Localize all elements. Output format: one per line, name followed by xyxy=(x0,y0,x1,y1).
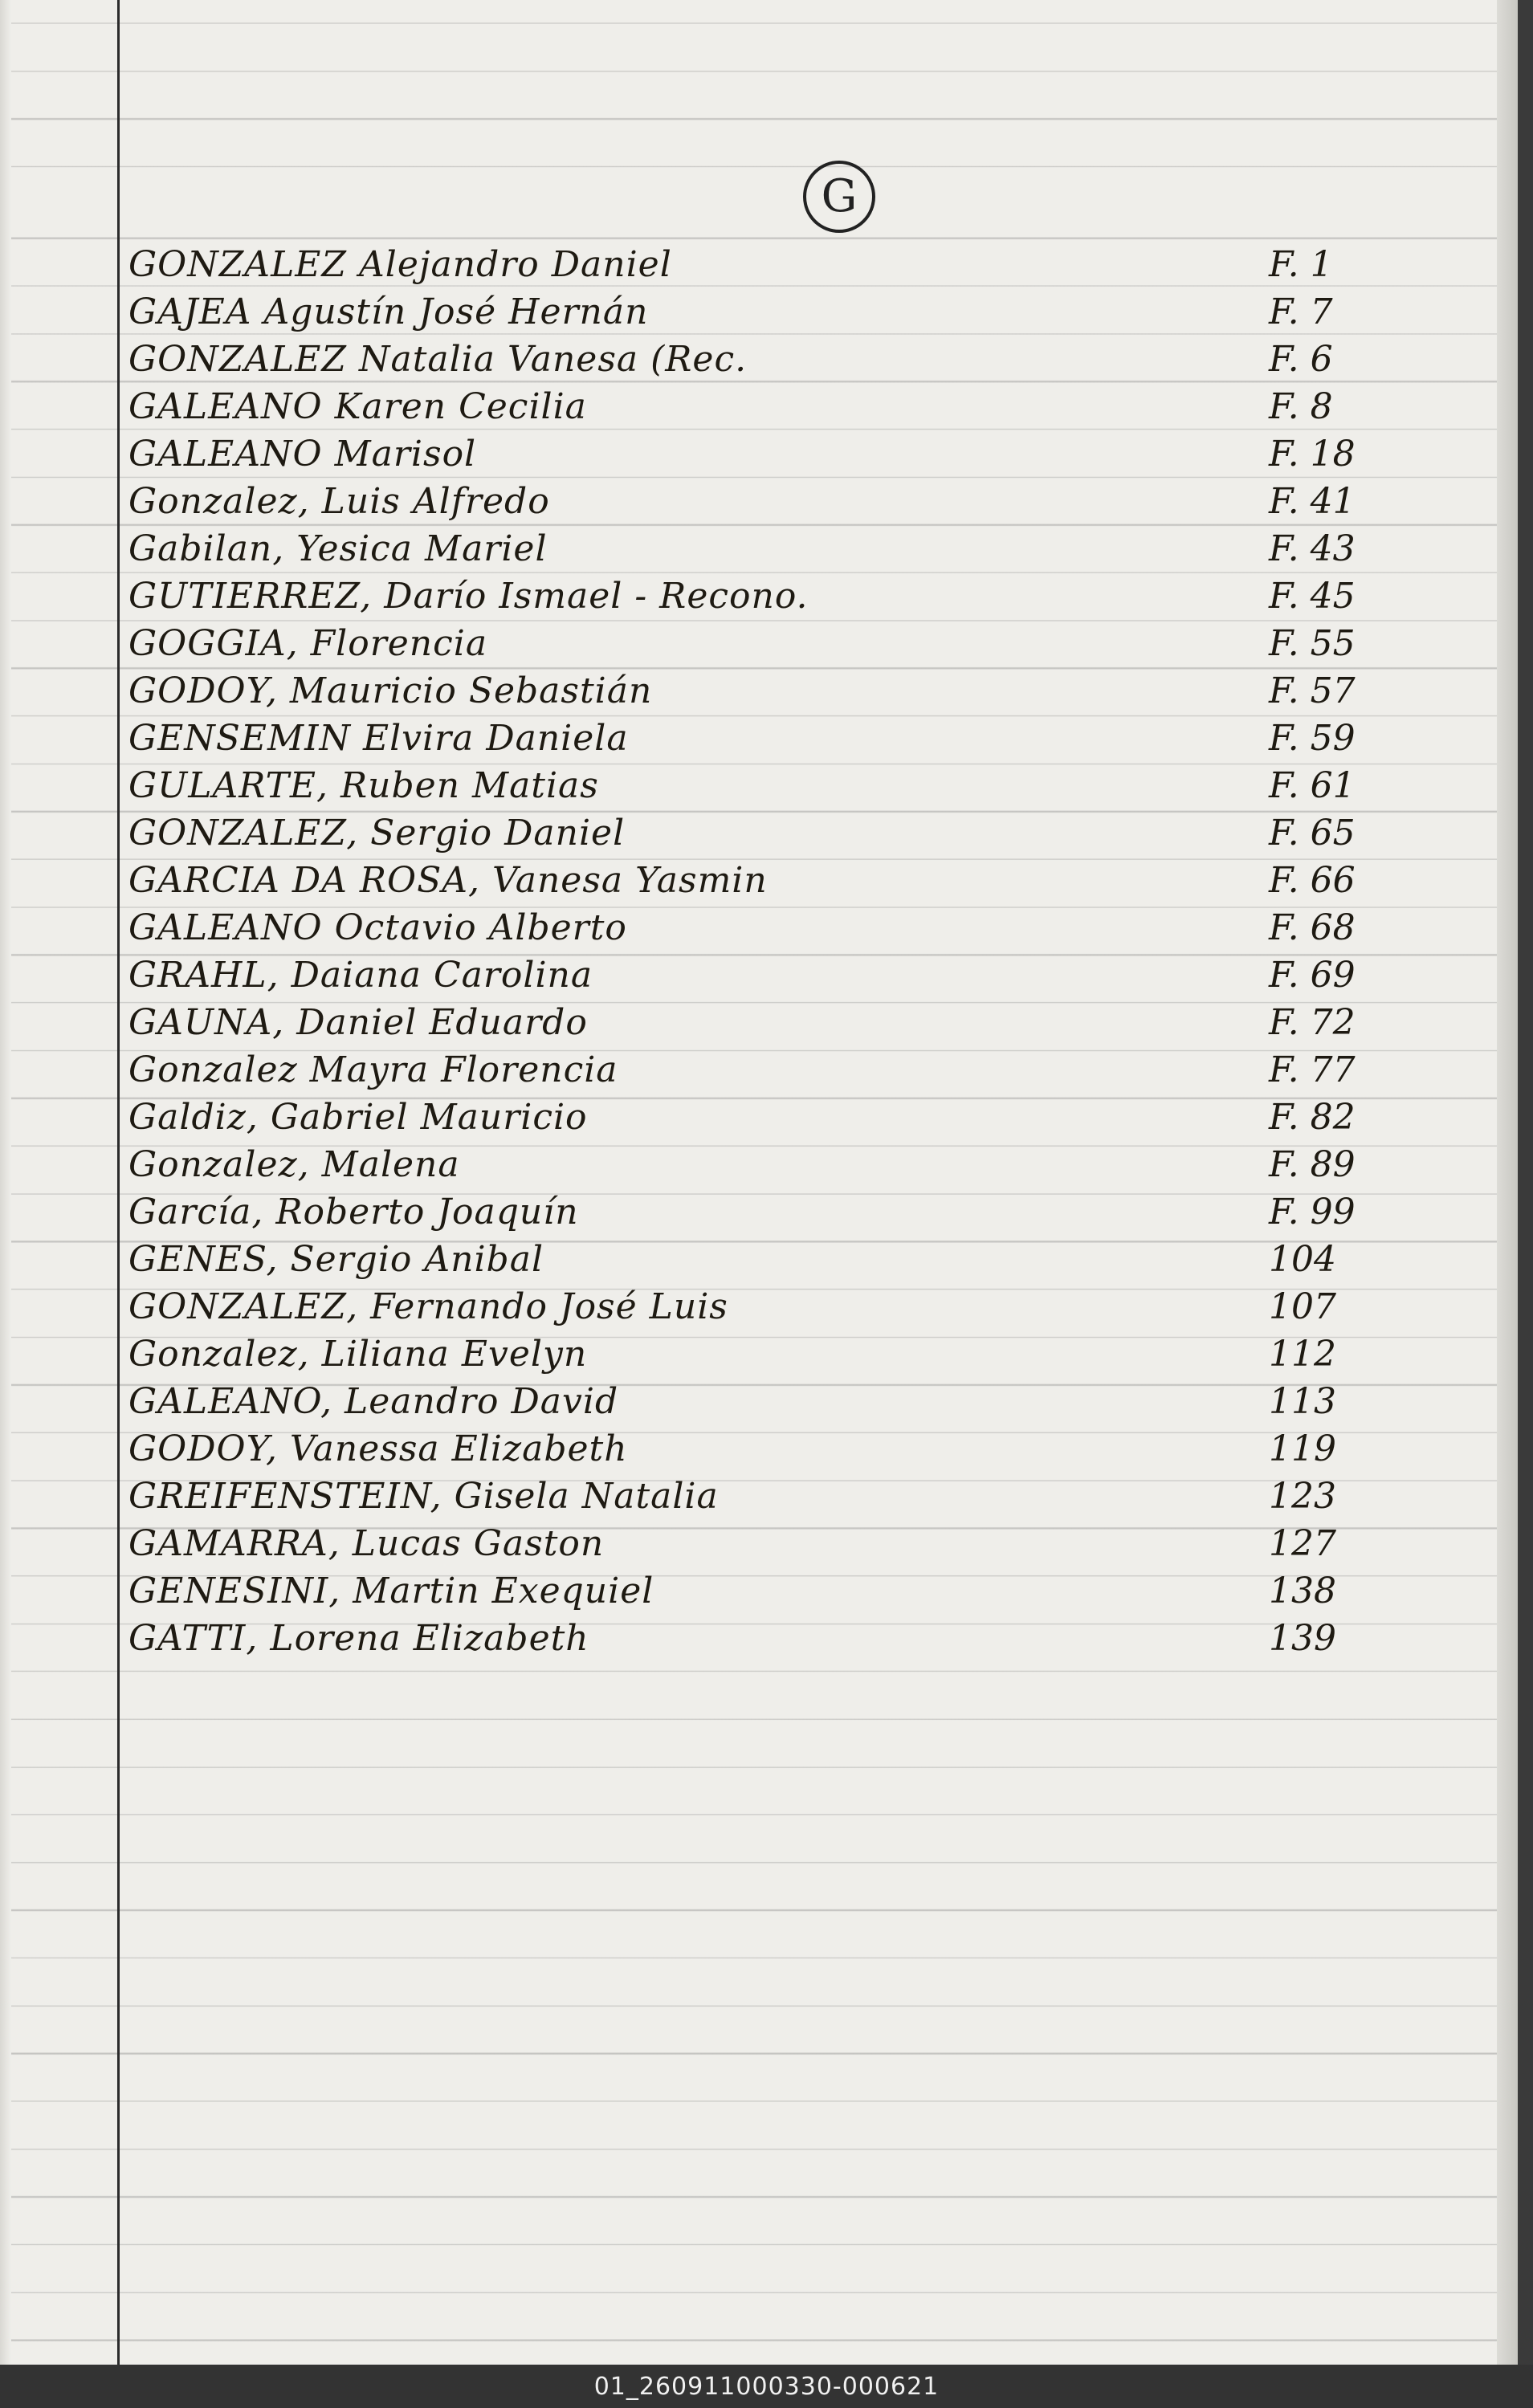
entry-folio: F. 59 xyxy=(1269,718,1356,759)
list-item xyxy=(120,572,1502,620)
entry-folio: 123 xyxy=(1269,1476,1336,1517)
entry-name: GENSEMIN Elvira Daniela xyxy=(128,718,629,759)
list-item xyxy=(120,1473,1502,1520)
list-item xyxy=(120,525,1502,572)
list-item xyxy=(120,430,1502,478)
entry-folio: F. 8 xyxy=(1269,386,1333,427)
entry-folio: F. 43 xyxy=(1269,528,1356,569)
list-item xyxy=(120,1425,1502,1473)
list-item xyxy=(120,1615,1502,1662)
entry-name: GONZALEZ Natalia Vanesa (Rec. xyxy=(128,339,748,380)
entry-name: GONZALEZ, Sergio Daniel xyxy=(128,813,626,854)
entry-name: GREIFENSTEIN, Gisela Natalia xyxy=(128,1476,719,1517)
entry-folio: 104 xyxy=(1269,1239,1336,1280)
list-item xyxy=(120,1520,1502,1567)
entry-folio: F. 45 xyxy=(1269,576,1356,617)
margin-line xyxy=(117,0,120,2365)
list-item xyxy=(120,1046,1502,1094)
list-item xyxy=(120,667,1502,715)
entry-folio: F. 65 xyxy=(1269,813,1356,854)
entry-folio: F. 55 xyxy=(1269,623,1356,664)
entry-folio: 127 xyxy=(1269,1523,1336,1564)
entry-folio: 113 xyxy=(1269,1381,1336,1422)
entry-folio: F. 57 xyxy=(1269,670,1356,711)
entry-folio: 139 xyxy=(1269,1618,1336,1659)
list-item xyxy=(120,1283,1502,1330)
entry-name: GRAHL, Daiana Carolina xyxy=(128,955,593,996)
entry-folio: F. 68 xyxy=(1269,907,1356,948)
entry-name: GULARTE, Ruben Matias xyxy=(128,765,599,806)
list-item xyxy=(120,620,1502,667)
list-item xyxy=(120,478,1502,525)
entry-name: Gonzalez, Malena xyxy=(128,1144,460,1185)
entry-name: Gonzalez, Luis Alfredo xyxy=(128,481,550,522)
list-item xyxy=(120,1378,1502,1425)
page-letter: G xyxy=(803,161,875,233)
list-item xyxy=(120,1188,1502,1236)
list-item xyxy=(120,857,1502,904)
list-item xyxy=(120,715,1502,762)
list-item xyxy=(120,1094,1502,1141)
entry-folio: F. 18 xyxy=(1269,434,1356,475)
entry-name: GONZALEZ, Fernando José Luis xyxy=(128,1286,728,1327)
list-item xyxy=(120,904,1502,951)
image-footer-id: 01_260911000330-000621 xyxy=(0,2365,1533,2408)
entry-name: GAJEA Agustín José Hernán xyxy=(128,291,649,332)
entry-folio: F. 61 xyxy=(1269,765,1356,806)
list-item xyxy=(120,999,1502,1046)
entry-folio: F. 1 xyxy=(1269,244,1333,285)
list-item xyxy=(120,1330,1502,1378)
list-item xyxy=(120,336,1502,383)
entry-name: GARCIA DA ROSA, Vanesa Yasmin xyxy=(128,860,768,901)
entry-name: GATTI, Lorena Elizabeth xyxy=(128,1618,589,1659)
entry-name: GENES, Sergio Anibal xyxy=(128,1239,544,1280)
entry-folio: F. 7 xyxy=(1269,291,1333,332)
entry-folio: F. 89 xyxy=(1269,1144,1356,1185)
entry-name: Gonzalez Mayra Florencia xyxy=(128,1049,618,1090)
list-item xyxy=(120,951,1502,999)
entry-name: GODOY, Mauricio Sebastián xyxy=(128,670,653,711)
list-item xyxy=(120,241,1502,288)
entry-name: Galdiz, Gabriel Mauricio xyxy=(128,1097,588,1138)
entry-name: Gonzalez, Liliana Evelyn xyxy=(128,1334,588,1375)
list-item xyxy=(120,762,1502,809)
entry-name: Gabilan, Yesica Mariel xyxy=(128,528,548,569)
entry-folio: F. 72 xyxy=(1269,1002,1356,1043)
entry-name: GAMARRA, Lucas Gaston xyxy=(128,1523,605,1564)
entry-name: GALEANO, Leandro David xyxy=(128,1381,619,1422)
entry-name: GALEANO Marisol xyxy=(128,434,477,475)
entry-name: García, Roberto Joaquín xyxy=(128,1192,579,1233)
list-item xyxy=(120,1236,1502,1283)
entry-name: GOGGIA, Florencia xyxy=(128,623,488,664)
list-item xyxy=(120,809,1502,857)
entry-folio: 107 xyxy=(1269,1286,1336,1327)
entry-name: GODOY, Vanessa Elizabeth xyxy=(128,1428,628,1469)
entry-folio: F. 66 xyxy=(1269,860,1356,901)
entry-folio: F. 77 xyxy=(1269,1049,1356,1090)
entry-folio: 112 xyxy=(1269,1334,1336,1375)
entry-folio: 119 xyxy=(1269,1428,1336,1469)
list-item xyxy=(120,288,1502,336)
entry-name: GUTIERREZ, Darío Ismael - Recono. xyxy=(128,576,809,617)
list-item xyxy=(120,1567,1502,1615)
entry-name: GONZALEZ Alejandro Daniel xyxy=(128,244,672,285)
entry-folio: F. 82 xyxy=(1269,1097,1356,1138)
entry-folio: F. 6 xyxy=(1269,339,1333,380)
entry-name: GENESINI, Martin Exequiel xyxy=(128,1571,654,1611)
list-item xyxy=(120,1141,1502,1188)
entry-name: GALEANO Karen Cecilia xyxy=(128,386,587,427)
page-edge xyxy=(0,0,11,2365)
entry-folio: F. 69 xyxy=(1269,955,1356,996)
entry-folio: F. 41 xyxy=(1269,481,1356,522)
entry-folio: F. 99 xyxy=(1269,1192,1356,1233)
list-item xyxy=(120,383,1502,430)
entry-folio: 138 xyxy=(1269,1571,1336,1611)
entry-name: GALEANO Octavio Alberto xyxy=(128,907,627,948)
entry-name: GAUNA, Daniel Eduardo xyxy=(128,1002,588,1043)
entry-list xyxy=(120,241,1502,1662)
